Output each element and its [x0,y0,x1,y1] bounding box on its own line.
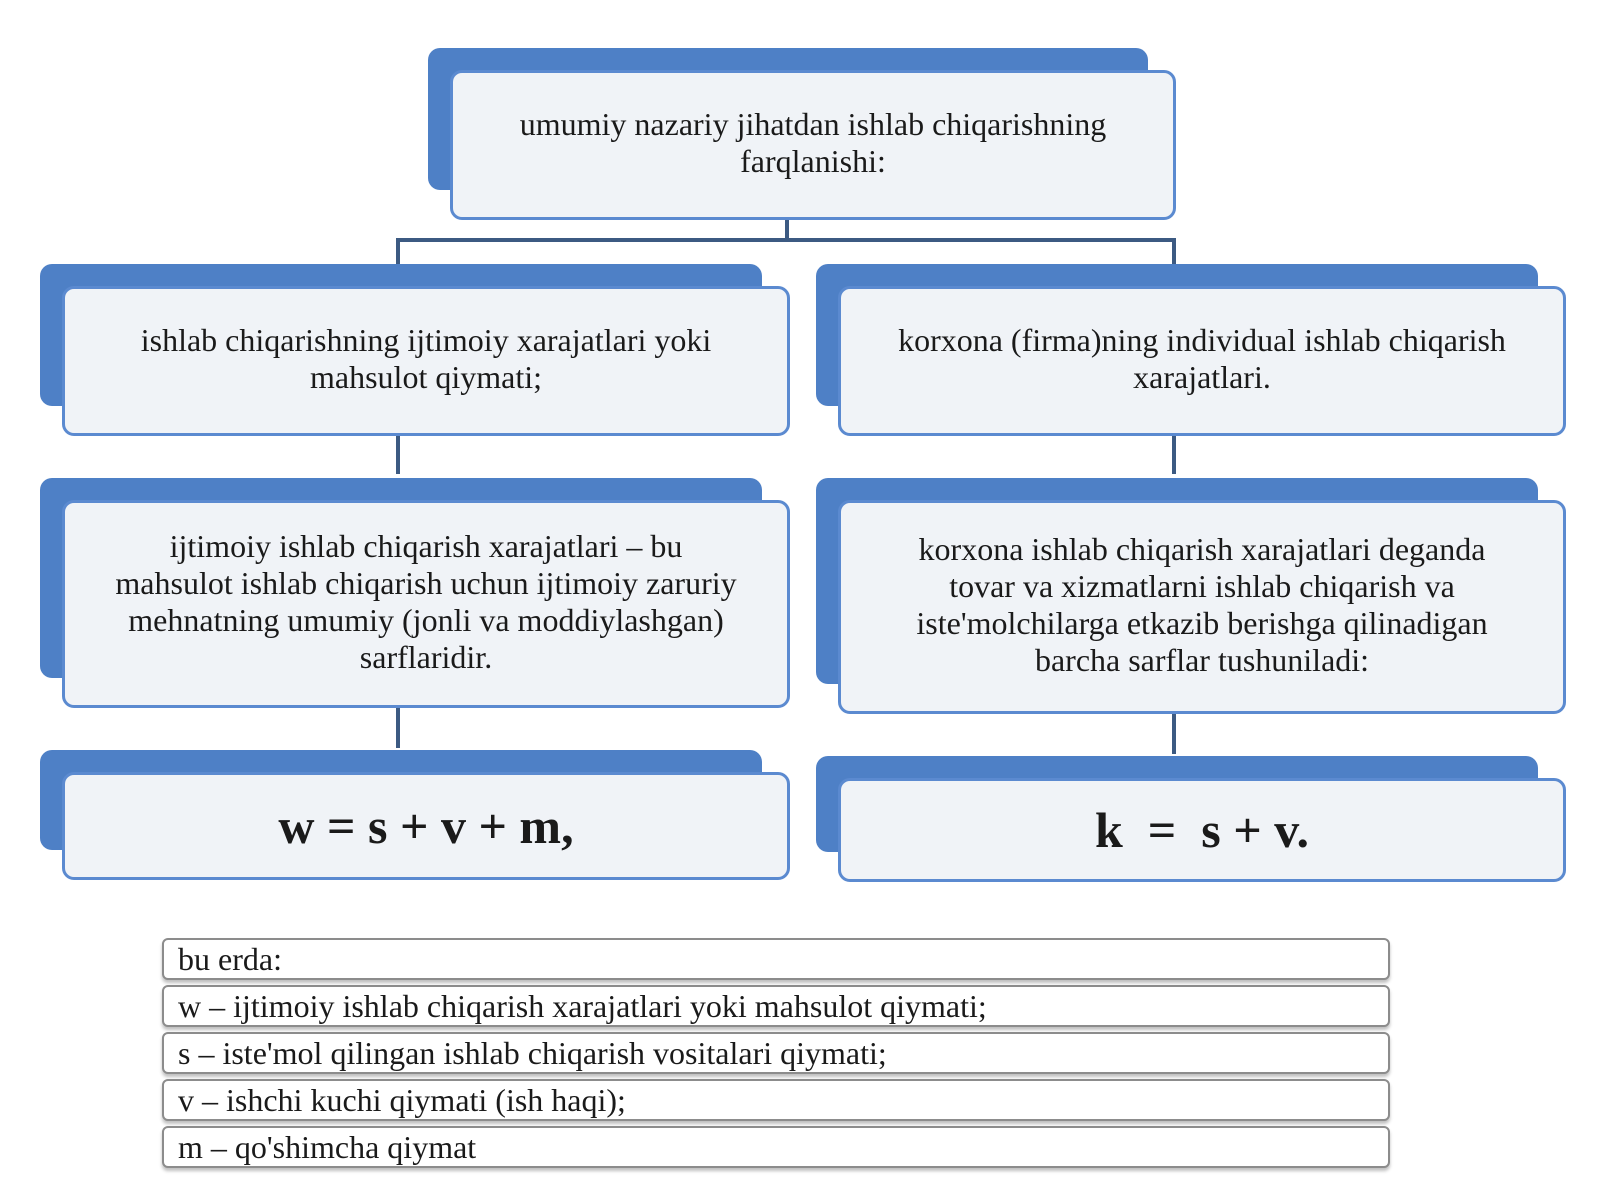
left-formula-front [62,772,790,880]
right-box-1-text: korxona (firma)ning individual ishlab chiqarish xarajatlari. [898,322,1506,395]
top-box-front [450,70,1176,220]
right-box-1 [816,264,1566,436]
left-box-2-front [62,500,790,708]
connector-right-drop [1172,238,1176,264]
connector-right-2-3 [1172,712,1176,754]
connector-right-1-2 [1172,434,1176,474]
left-box-2-text: ijtimoiy ishlab chiqarish xarajatlari – bu mahsulot ishlab chiqarish uchun ijtimoiy zaruriy mehnatning umumiy (jonli va moddiylashgan) sarflaridir. [115,528,737,675]
formula-w: w = s + v + m, [278,798,574,854]
right-box-1-front [838,286,1566,436]
formula-k: k = s + v. [1095,802,1309,858]
legend-row-header: bu erda: [162,938,1390,980]
top-box [428,48,1176,220]
connector-left-2-3 [396,706,400,748]
right-box-2-front [838,500,1566,714]
legend-row-w: w – ijtimoiy ishlab chiqarish xarajatlari yoki mahsulot qiymati; [162,985,1390,1027]
right-box-2 [816,478,1566,714]
connector-left-drop [396,238,400,264]
left-box-2 [40,478,790,708]
connector-left-1-2 [396,434,400,474]
right-box-2-text: korxona ishlab chiqarish xarajatlari deganda tovar va xizmatlarni ishlab chiqarish va iste'molchilarga etkazib berishga qilinadigan barcha sarflar tushuniladi: [916,531,1488,678]
top-box-text: umumiy nazariy jihatdan ishlab chiqarishning farqlanishi: [519,106,1107,179]
legend-row-s: s – iste'mol qilingan ishlab chiqarish vositalari qiymati; [162,1032,1390,1074]
left-box-1-front [62,286,790,436]
legend-row-v: v – ishchi kuchi qiymati (ish haqi); [162,1079,1390,1121]
left-box-1 [40,264,790,436]
connector-horizontal-bar [396,238,1176,242]
right-formula-box [816,756,1566,882]
legend-row-m: m – qo'shimcha qiymat [162,1126,1390,1168]
right-formula-front [838,778,1566,882]
left-box-1-text: ishlab chiqarishning ijtimoiy xarajatlari yoki mahsulot qiymati; [140,322,712,395]
left-formula-box [40,750,790,880]
